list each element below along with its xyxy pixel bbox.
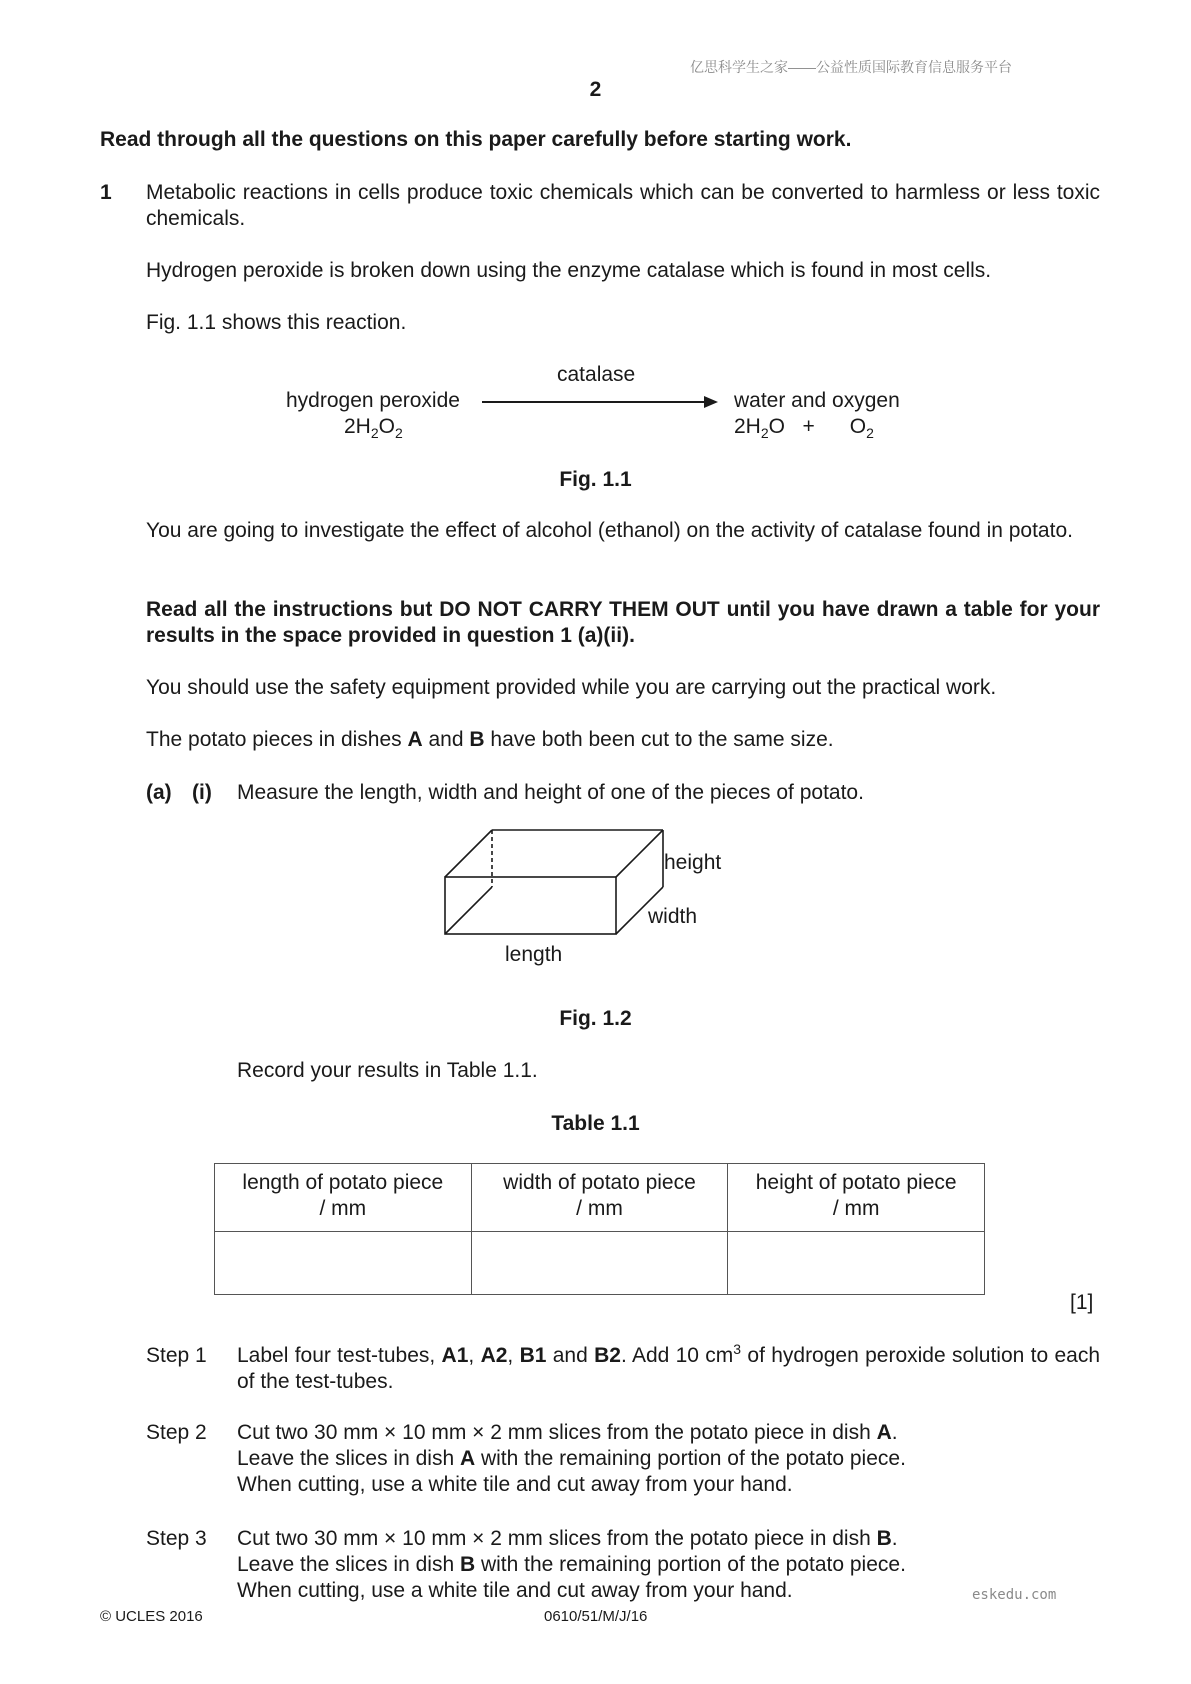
table-answer-row [215, 1232, 985, 1295]
table-1-1-caption: Table 1.1 [551, 1112, 640, 1135]
reaction-arrow [480, 394, 720, 410]
footer-site-watermark: eskedu.com [972, 1587, 1057, 1603]
question-paragraph-6: You should use the safety equipment provided while you are carrying out the practical work. [146, 676, 997, 699]
question-number: 1 [100, 181, 112, 204]
reactant-label: hydrogen peroxide [286, 389, 460, 412]
footer-paper-code: 0610/51/M/J/16 [544, 1608, 648, 1625]
product-formula: $2H_2O$ + $O_2$ [734, 415, 874, 442]
intro-instruction: Read through all the questions on this paper carefully before starting work. [100, 128, 852, 151]
width-label: width [648, 905, 698, 928]
height-label: height [664, 851, 722, 874]
table-header-row [215, 1164, 985, 1232]
footer-copyright: © UCLES 2016 [100, 1608, 203, 1625]
marks-allocation: [1] [1070, 1291, 1094, 1314]
part-a-i-text: Measure the length, width and height of one of the pieces of potato. [237, 781, 864, 804]
header-width: width of potato piece / mm [471, 1164, 728, 1232]
reactant-formula: $2H_2O_2$ [344, 415, 403, 442]
record-instruction: Record your results in Table 1.1. [237, 1059, 538, 1082]
step-2-text: Cut two 30 mm × 10 mm × 2 mm slices from the potato piece in dish A. Leave the slices in dish A with the remaining portion of the potato piece. When cutting, use a white tile and cut away from your hand. [237, 1421, 906, 1496]
products-label: water and oxygen [734, 389, 900, 412]
answer-cell-height[interactable] [728, 1232, 985, 1295]
step-3-label: Step 3 [146, 1527, 207, 1550]
step-2-label: Step 2 [146, 1421, 207, 1444]
length-label: length [505, 943, 563, 966]
question-paragraph-5-bold: Read all the instructions but DO NOT CARRY THEM OUT until you have drawn a table for your results in the space provided in question 1 (a)(ii). [146, 598, 1100, 647]
question-paragraph-7: The potato pieces in dishes A and B have both been cut to the same size. [146, 728, 834, 751]
part-a-label: (a) [146, 781, 172, 804]
fig-1-2-caption: Fig. 1.2 [559, 1007, 632, 1030]
results-table [214, 1163, 985, 1295]
step-3-text: Cut two 30 mm × 10 mm × 2 mm slices from the potato piece in dish B. Leave the slices in dish B with the remaining portion of the potato piece. When cutting, use a white tile and cut away from your hand. [237, 1527, 906, 1602]
header-length: length of potato piece / mm [215, 1164, 472, 1232]
step-1-text: Label four test-tubes, A1, A2, B1 and B2. Add 10 $cm^3$ of hydrogen peroxide solution to each of the test-tubes. [237, 1341, 1101, 1393]
question-paragraph-3: Fig. 1.1 shows this reaction. [146, 311, 407, 334]
question-paragraph-2: Hydrogen peroxide is broken down using the enzyme catalase which is found in most cells. [146, 259, 992, 282]
page-number: 2 [589, 78, 602, 101]
fig-1-1-caption: Fig. 1.1 [559, 468, 632, 491]
header-height: height of potato piece / mm [728, 1164, 985, 1232]
header-watermark: 亿思科学生之家——公益性质国际教育信息服务平台 [690, 59, 1012, 75]
question-paragraph-4: You are going to investigate the effect of alcohol (ethanol) on the activity of catalase found in potato. [146, 519, 1073, 542]
step-1-label: Step 1 [146, 1344, 207, 1367]
enzyme-label: catalase [557, 363, 636, 386]
answer-cell-width[interactable] [471, 1232, 728, 1295]
potato-cuboid-diagram [430, 822, 670, 942]
part-i-label: (i) [192, 781, 212, 804]
question-paragraph-1: Metabolic reactions in cells produce toxic chemicals which can be converted to harmless or less toxic chemicals. [146, 181, 1100, 230]
answer-cell-length[interactable] [215, 1232, 472, 1295]
